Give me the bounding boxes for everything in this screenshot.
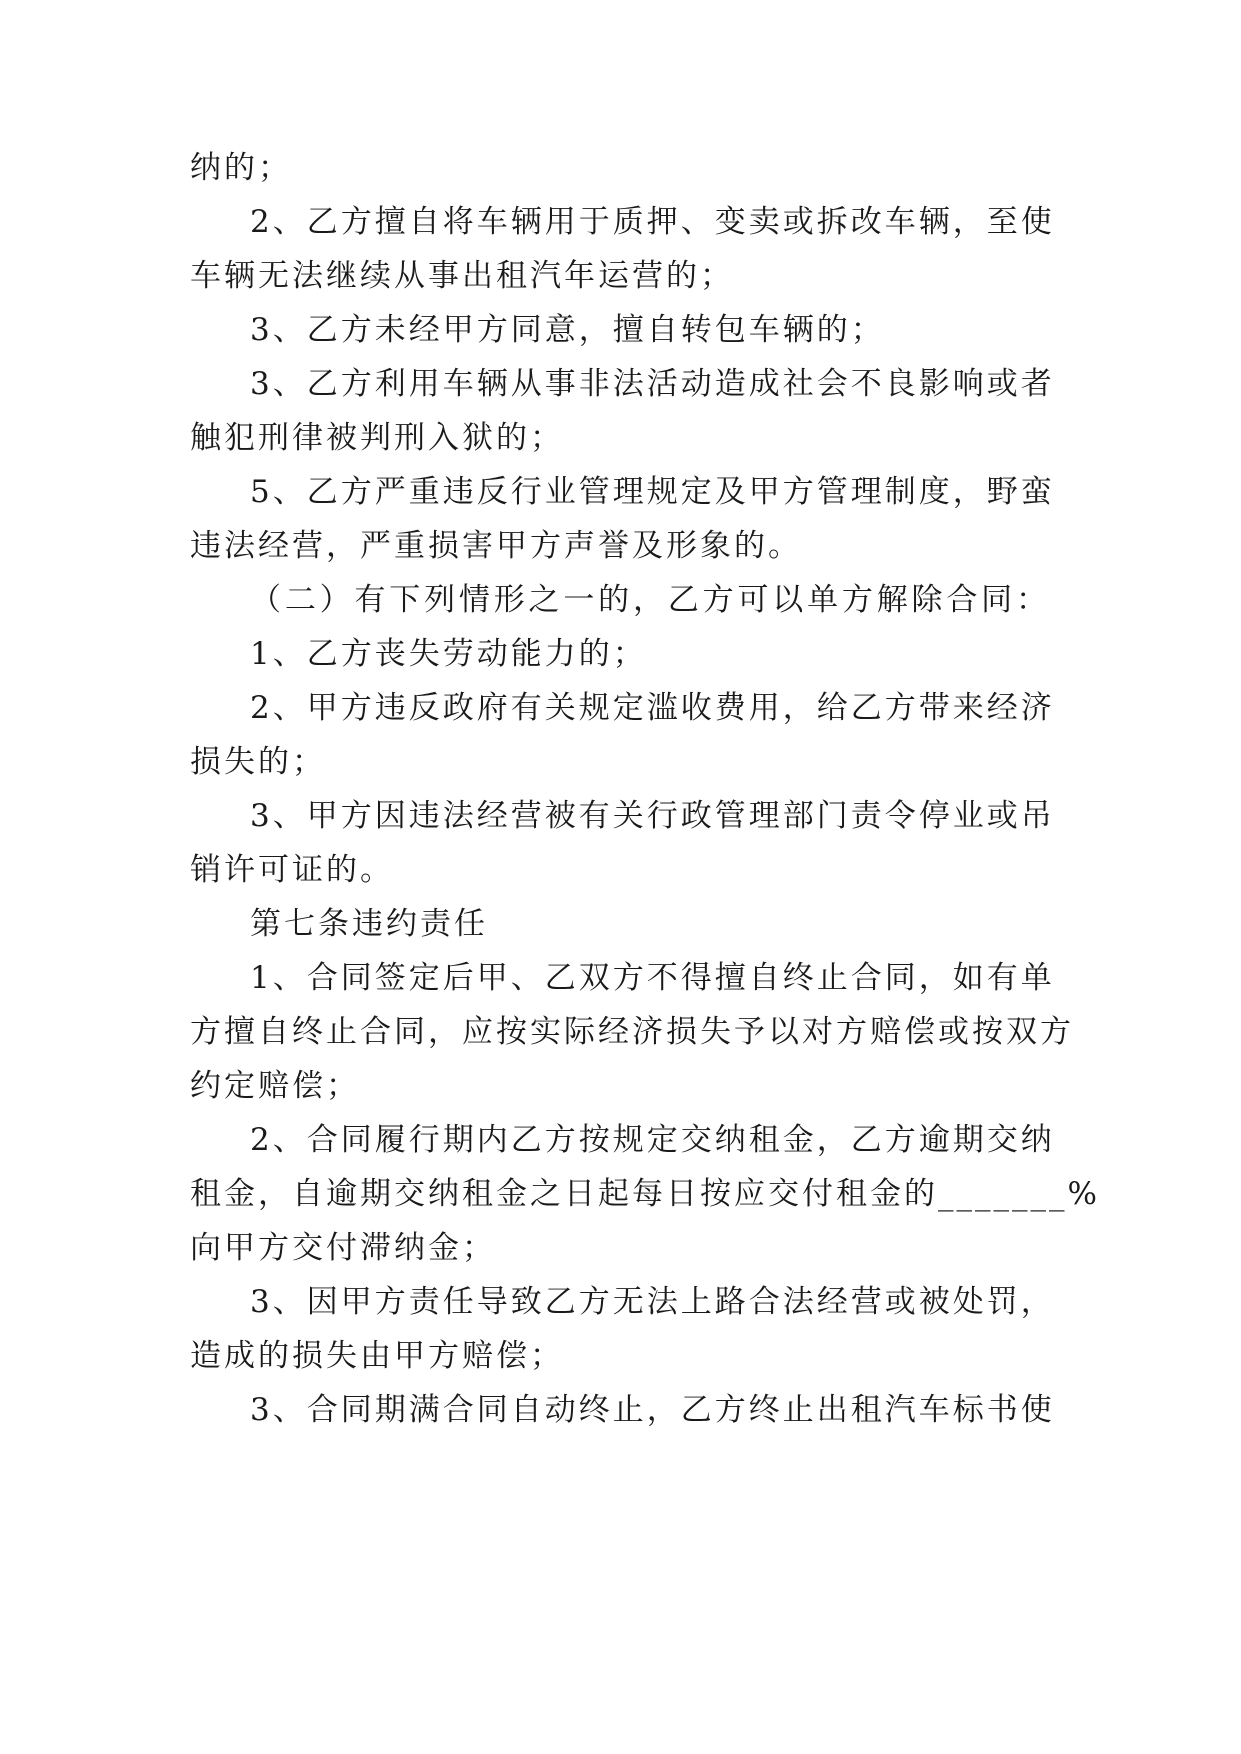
text-line: 约定赔偿； — [190, 1068, 360, 1104]
text-line: 2、甲方违反政府有关规定滥收费用，给乙方带来经济 — [250, 690, 1055, 726]
text-line: 2、合同履行期内乙方按规定交纳租金，乙方逾期交纳 — [250, 1122, 1055, 1158]
text-line: 车辆无法继续从事出租汽年运营的； — [190, 258, 734, 294]
text-line: 纳的； — [190, 150, 292, 186]
section-heading: 第七条违约责任 — [250, 906, 488, 942]
text-line: 3、因甲方责任导致乙方无法上路合法经营或被处罚， — [250, 1284, 1055, 1320]
text-line: 造成的损失由甲方赔偿； — [190, 1338, 564, 1374]
text-line: 2、乙方擅自将车辆用于质押、变卖或拆改车辆，至使 — [250, 204, 1055, 240]
text-line: 销许可证的。 — [190, 852, 394, 888]
text-line: 1、合同签定后甲、乙双方不得擅自终止合同，如有单 — [250, 960, 1055, 996]
text-line: 5、乙方严重违反行业管理规定及甲方管理制度，野蛮 — [250, 474, 1055, 510]
text-line: 3、甲方因违法经营被有关行政管理部门责令停业或吊 — [250, 798, 1055, 834]
text-line: 租金，自逾期交纳租金之日起每日按应交付租金的_______% — [190, 1176, 1100, 1212]
text-line: （二）有下列情形之一的，乙方可以单方解除合同： — [250, 582, 1050, 618]
text-line: 触犯刑律被判刑入狱的； — [190, 420, 564, 456]
text-line: 方擅自终止合同，应按实际经济损失予以对方赔偿或按双方 — [190, 1014, 1074, 1050]
text-line: 1、乙方丧失劳动能力的； — [250, 636, 647, 672]
text-line: 3、乙方利用车辆从事非法活动造成社会不良影响或者 — [250, 366, 1055, 402]
text-line: 损失的； — [190, 744, 326, 780]
text-line: 3、合同期满合同自动终止，乙方终止出租汽车标书使 — [250, 1392, 1055, 1428]
text-line: 违法经营，严重损害甲方声誉及形象的。 — [190, 528, 802, 564]
text-line: 向甲方交付滞纳金； — [190, 1230, 496, 1266]
text-line: 3、乙方未经甲方同意，擅自转包车辆的； — [250, 312, 885, 348]
